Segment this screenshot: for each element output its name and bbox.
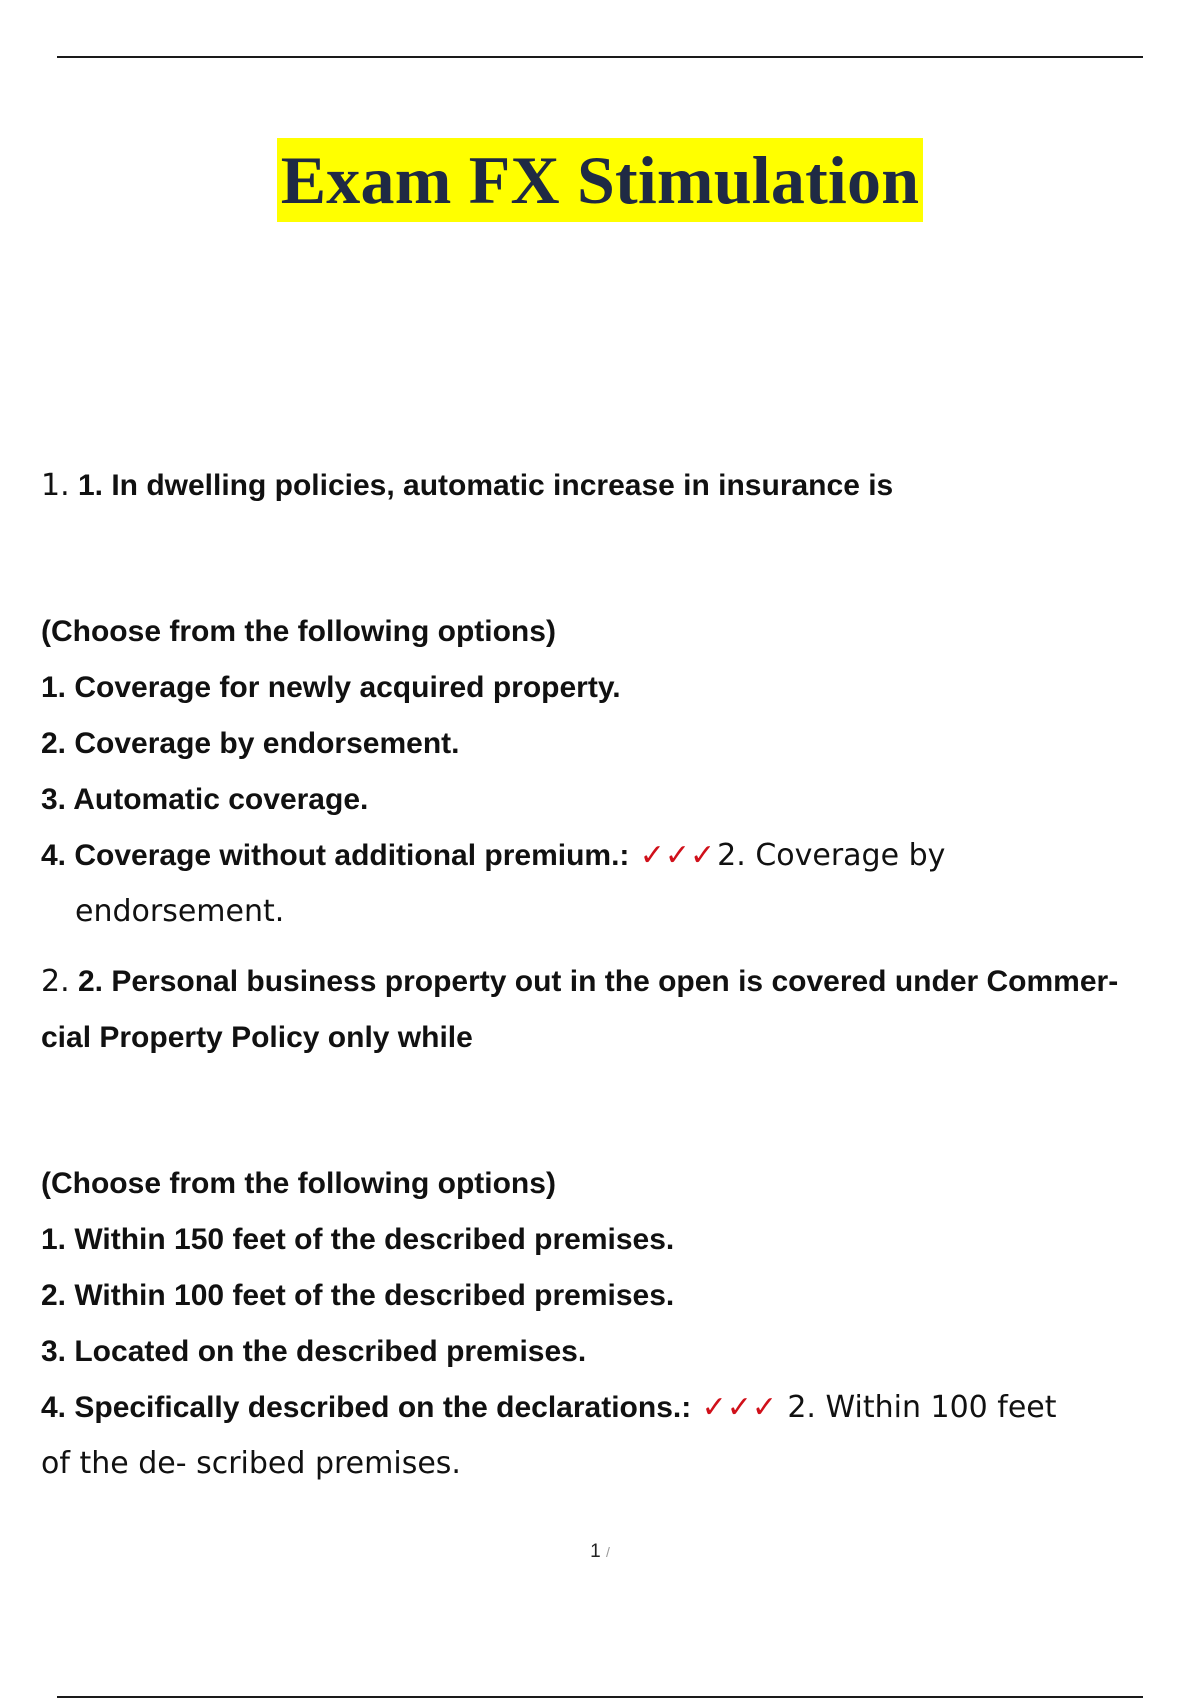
check-marks-icon: ✓✓✓ bbox=[639, 838, 716, 873]
page-number-value: 1 bbox=[590, 1541, 601, 1562]
document-body bbox=[41, 458, 1200, 1492]
answer-continuation: of the de- scribed premises. bbox=[41, 1446, 461, 1481]
answer-text: 2. Within 100 feet bbox=[787, 1390, 1057, 1425]
page-separator: / bbox=[605, 1544, 610, 1560]
option-item: 2. Within 100 feet of the described premises. bbox=[41, 1279, 675, 1312]
question-number: 1. bbox=[41, 468, 70, 503]
choose-label: (Choose from the following options) bbox=[41, 1167, 556, 1200]
option-item: 1. Coverage for newly acquired property. bbox=[41, 671, 621, 704]
choose-label: (Choose from the following options) bbox=[41, 615, 556, 648]
document-title: Exam FX Stimulation bbox=[277, 138, 924, 222]
bottom-rule bbox=[57, 1696, 1143, 1698]
option-item-answered bbox=[41, 828, 1200, 884]
top-rule bbox=[57, 56, 1143, 58]
option-text: 4. Coverage without additional premium.: bbox=[41, 839, 630, 872]
question-2-heading bbox=[41, 954, 1200, 1010]
question-text: 1. In dwelling policies, automatic increase in insurance is bbox=[77, 469, 894, 502]
check-marks-icon: ✓✓✓ bbox=[701, 1390, 777, 1425]
page-number bbox=[0, 1541, 1200, 1563]
question-text: 2. Personal business property out in the open is covered under Commer- bbox=[77, 965, 1119, 998]
option-item-answered bbox=[41, 1380, 1200, 1436]
option-text: 4. Specifically described on the declarations.: bbox=[41, 1391, 692, 1424]
answer-text: 2. Coverage by bbox=[717, 838, 946, 873]
question-number: 2. bbox=[41, 964, 70, 999]
question-text-cont: cial Property Policy only while bbox=[41, 1021, 473, 1054]
title-wrap bbox=[0, 138, 1200, 222]
answer-continuation: endorsement. bbox=[75, 894, 285, 929]
option-item: 3. Automatic coverage. bbox=[41, 783, 369, 816]
option-item: 3. Located on the described premises. bbox=[41, 1335, 587, 1368]
question-2-heading-cont bbox=[41, 1010, 1200, 1066]
question-1-heading bbox=[41, 458, 1200, 514]
option-item: 1. Within 150 feet of the described premises. bbox=[41, 1223, 675, 1256]
option-item: 2. Coverage by endorsement. bbox=[41, 727, 460, 760]
